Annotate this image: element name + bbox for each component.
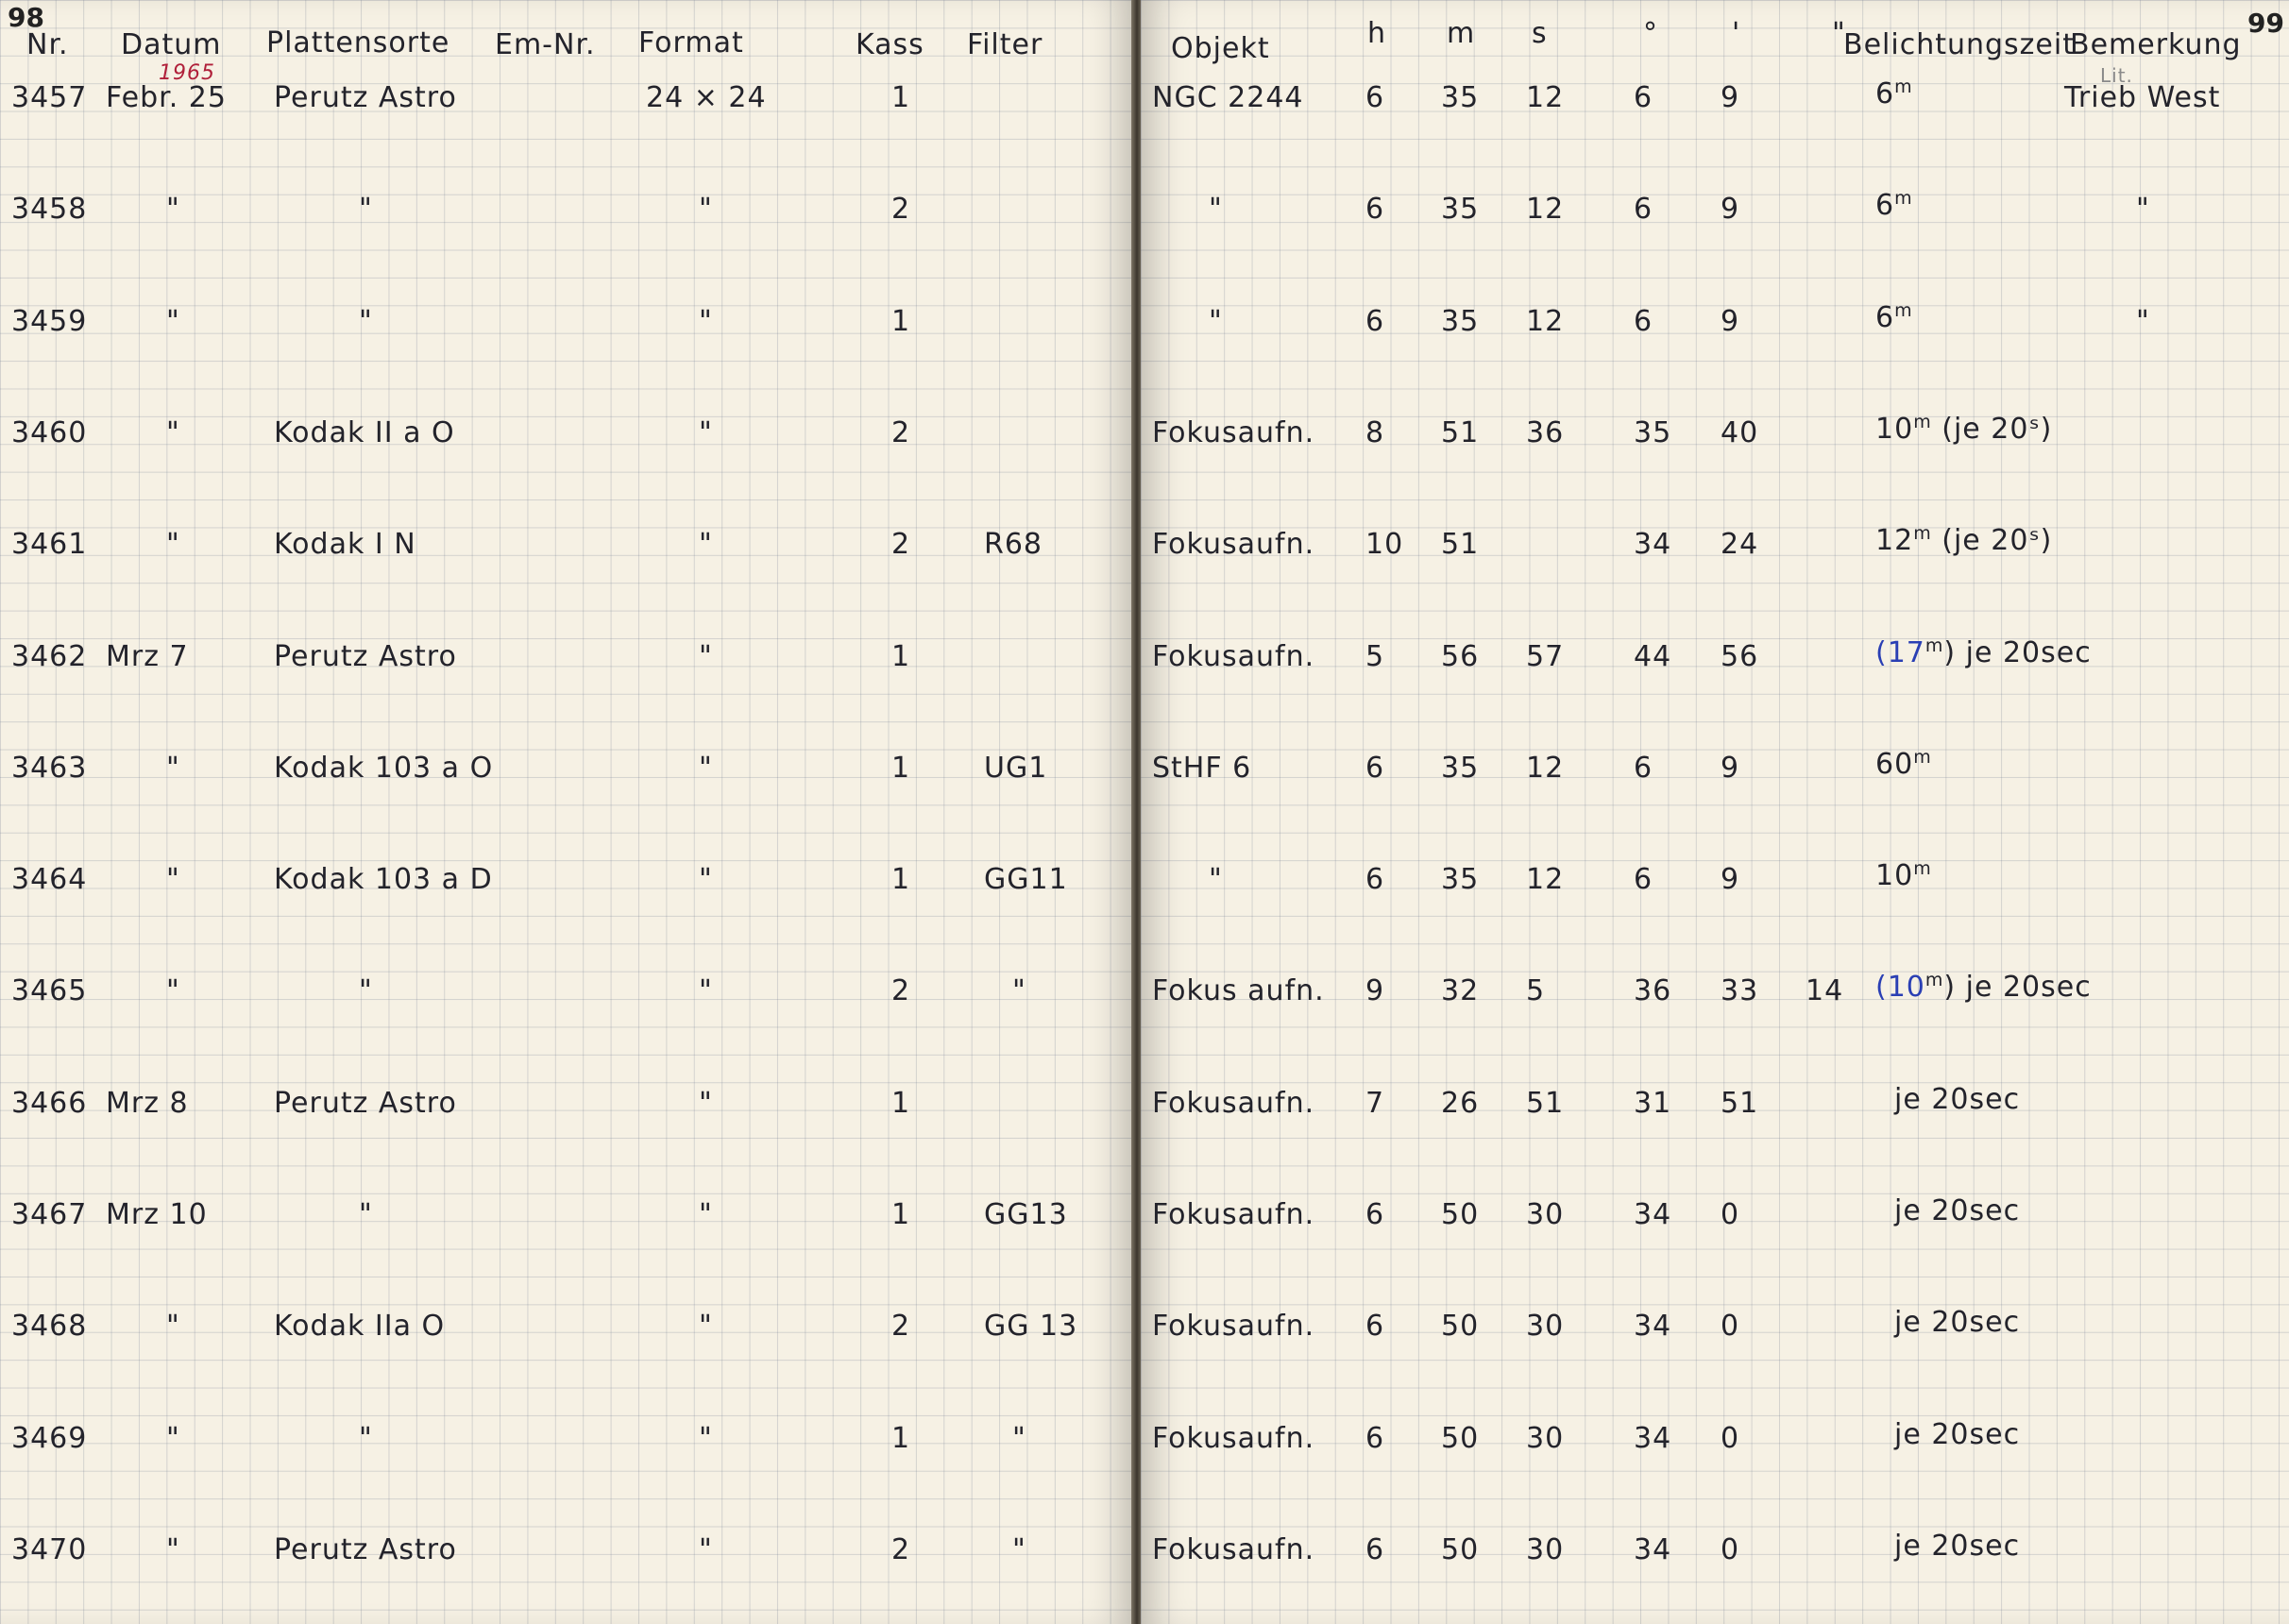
row-kass: 1 — [891, 639, 911, 673]
header-s: s — [1532, 17, 1548, 50]
exposure-value: (17 — [1875, 635, 1925, 669]
row-objekt: Fokusaufn. — [1152, 1086, 1315, 1120]
exposure-unit: m — [1924, 634, 1944, 656]
exposure-value: 6 — [1875, 77, 1895, 110]
row-nr: 3470 — [11, 1532, 88, 1566]
exposure-note: (je 20ˢ) — [1931, 524, 2053, 558]
row-kass: 2 — [891, 193, 911, 227]
row-filter: " — [1012, 1532, 1026, 1566]
row-degree: 31 — [1634, 1086, 1672, 1120]
row-s: 51 — [1526, 1086, 1565, 1120]
row-kass: 1 — [891, 81, 911, 114]
header-bemerkung-note: Lit. — [2100, 64, 2133, 87]
header-nr: Nr. — [26, 28, 69, 61]
row-format: " — [699, 1086, 713, 1120]
row-datum: " — [166, 1532, 180, 1566]
exposure-unit: m — [1894, 188, 1913, 210]
exposure-unit: m — [1894, 299, 1913, 321]
row-arcsec: 14 — [1806, 974, 1844, 1008]
exposure-note: ) je 20sec — [1943, 971, 2092, 1005]
exposure-note: (je 20ˢ) — [1931, 412, 2053, 446]
row-m: 35 — [1441, 751, 1480, 785]
row-s: 12 — [1526, 81, 1565, 114]
row-arcmin: 9 — [1721, 193, 1740, 227]
row-kass: 1 — [891, 863, 911, 897]
row-filter: UG1 — [984, 751, 1048, 785]
header-h: h — [1367, 17, 1387, 50]
row-degree: 34 — [1634, 1532, 1672, 1566]
row-format: " — [699, 415, 713, 449]
row-datum: " — [166, 1421, 180, 1455]
row-degree: 36 — [1634, 974, 1672, 1008]
row-remark: Trieb West — [2064, 81, 2221, 114]
row-plate: Perutz Astro — [274, 1086, 457, 1120]
row-kass: 1 — [891, 304, 911, 338]
row-h: 6 — [1365, 863, 1385, 897]
row-objekt: Fokusaufn. — [1152, 1532, 1315, 1566]
row-format: " — [699, 528, 713, 562]
row-exposure-time — [1875, 859, 1932, 893]
row-arcmin: 24 — [1721, 528, 1759, 562]
row-m: 51 — [1441, 528, 1480, 562]
row-plate: " — [359, 304, 373, 338]
row-exposure-time — [1875, 77, 1913, 111]
row-nr: 3464 — [11, 863, 88, 897]
exposure-unit: m — [1924, 970, 1944, 991]
row-filter: GG 13 — [984, 1310, 1078, 1344]
row-plate: Kodak II a O — [274, 415, 455, 449]
row-h: 7 — [1365, 1086, 1385, 1120]
row-objekt: Fokusaufn. — [1152, 1310, 1315, 1344]
header-arcmin: ' — [1732, 17, 1741, 50]
row-objekt: StHF 6 — [1152, 751, 1252, 785]
row-nr: 3467 — [11, 1198, 88, 1231]
row-arcmin: 9 — [1721, 304, 1740, 338]
row-s: 30 — [1526, 1310, 1565, 1344]
exposure-value: je 20sec — [1894, 1529, 2021, 1563]
exposure-value: 6 — [1875, 189, 1895, 223]
row-kass: 1 — [891, 1198, 911, 1231]
row-h: 6 — [1365, 1421, 1385, 1455]
exposure-value: je 20sec — [1894, 1082, 2021, 1116]
row-exposure-time — [1894, 1083, 2020, 1117]
row-exposure-time — [1875, 748, 1932, 782]
row-plate: " — [359, 974, 373, 1008]
exposure-value: je 20sec — [1894, 1306, 2021, 1340]
row-m: 26 — [1441, 1086, 1480, 1120]
row-degree: 6 — [1634, 863, 1653, 897]
row-objekt: " — [1209, 193, 1223, 227]
row-degree: 34 — [1634, 1198, 1672, 1231]
row-format: " — [699, 1198, 713, 1231]
row-filter: R68 — [984, 528, 1043, 562]
row-format: " — [699, 304, 713, 338]
row-format: " — [699, 863, 713, 897]
row-objekt: Fokusaufn. — [1152, 1421, 1315, 1455]
row-degree: 44 — [1634, 639, 1672, 673]
row-kass: 1 — [891, 1086, 911, 1120]
row-kass: 1 — [891, 1421, 911, 1455]
row-m: 35 — [1441, 81, 1480, 114]
row-arcmin: 9 — [1721, 863, 1740, 897]
exposure-value: 10 — [1875, 859, 1914, 893]
row-m: 51 — [1441, 415, 1480, 449]
row-nr: 3461 — [11, 528, 88, 562]
exposure-unit: m — [1913, 746, 1932, 768]
row-nr: 3468 — [11, 1310, 88, 1344]
row-nr: 3457 — [11, 81, 88, 114]
row-format: " — [699, 1310, 713, 1344]
row-degree: 6 — [1634, 81, 1653, 114]
row-plate: Kodak IIa O — [274, 1310, 446, 1344]
row-filter: " — [1012, 1421, 1026, 1455]
exposure-value: je 20sec — [1894, 1417, 2021, 1451]
row-format: " — [699, 751, 713, 785]
row-h: 10 — [1365, 528, 1404, 562]
row-m: 35 — [1441, 193, 1480, 227]
row-nr: 3463 — [11, 751, 88, 785]
row-s: 30 — [1526, 1421, 1565, 1455]
row-filter: GG11 — [984, 863, 1068, 897]
header-arcsec: " — [1832, 17, 1846, 50]
row-m: 50 — [1441, 1532, 1480, 1566]
row-nr: 3465 — [11, 974, 88, 1008]
row-kass: 2 — [891, 528, 911, 562]
row-exposure-time — [1894, 1530, 2020, 1564]
header-belichtungszeit: Belichtungszeit — [1843, 28, 2075, 61]
row-exposure-time — [1875, 413, 2052, 447]
header-bemerkung: Bemerkung — [2070, 28, 2242, 61]
exposure-value: (10 — [1875, 971, 1925, 1005]
row-datum: Mrz 10 — [106, 1198, 208, 1231]
row-m: 50 — [1441, 1198, 1480, 1231]
row-arcmin: 40 — [1721, 415, 1759, 449]
row-datum: " — [166, 528, 180, 562]
row-exposure-time — [1875, 971, 2092, 1005]
row-plate: Perutz Astro — [274, 639, 457, 673]
row-datum: Febr. 25 — [106, 81, 227, 114]
row-plate: Perutz Astro — [274, 1532, 457, 1566]
row-h: 6 — [1365, 751, 1385, 785]
row-plate: Perutz Astro — [274, 81, 457, 114]
row-nr: 3460 — [11, 415, 88, 449]
row-remark: " — [2136, 304, 2150, 338]
exposure-value: 6 — [1875, 300, 1895, 334]
row-datum: " — [166, 974, 180, 1008]
row-h: 6 — [1365, 193, 1385, 227]
row-plate: Kodak 103 a D — [274, 863, 493, 897]
row-s: 12 — [1526, 304, 1565, 338]
row-plate: " — [359, 1198, 373, 1231]
row-degree: 6 — [1634, 751, 1653, 785]
row-m: 35 — [1441, 304, 1480, 338]
exposure-unit: m — [1913, 411, 1932, 432]
row-nr: 3466 — [11, 1086, 88, 1120]
row-format: " — [699, 1421, 713, 1455]
exposure-note: ) je 20sec — [1943, 635, 2092, 669]
row-degree: 6 — [1634, 304, 1653, 338]
row-s: 12 — [1526, 193, 1565, 227]
row-kass: 2 — [891, 1310, 911, 1344]
exposure-unit: m — [1894, 76, 1913, 97]
row-remark: " — [2136, 193, 2150, 227]
row-objekt: NGC 2244 — [1152, 81, 1304, 114]
row-s: 12 — [1526, 863, 1565, 897]
row-kass: 2 — [891, 1532, 911, 1566]
row-objekt: Fokusaufn. — [1152, 528, 1315, 562]
row-m: 50 — [1441, 1421, 1480, 1455]
row-h: 6 — [1365, 1310, 1385, 1344]
row-format: " — [699, 1532, 713, 1566]
header-degree: ° — [1643, 17, 1658, 50]
row-kass: 2 — [891, 415, 911, 449]
row-s: 57 — [1526, 639, 1565, 673]
row-exposure-time — [1875, 524, 2052, 558]
exposure-value: 12 — [1875, 524, 1914, 558]
exposure-value: 60 — [1875, 747, 1914, 781]
header-kass: Kass — [856, 28, 924, 61]
row-plate: " — [359, 193, 373, 227]
row-arcmin: 0 — [1721, 1310, 1740, 1344]
row-datum: " — [166, 1310, 180, 1344]
page-number-right: 99 — [2247, 8, 2284, 39]
row-h: 6 — [1365, 1532, 1385, 1566]
row-datum: Mrz 7 — [106, 639, 189, 673]
row-h: 8 — [1365, 415, 1385, 449]
row-datum: " — [166, 193, 180, 227]
row-h: 5 — [1365, 639, 1385, 673]
header-em-nr: Em-Nr. — [495, 28, 596, 61]
row-arcmin: 0 — [1721, 1421, 1740, 1455]
header-m: m — [1447, 17, 1476, 50]
right-page — [1141, 0, 2289, 1624]
exposure-value: 10 — [1875, 412, 1914, 446]
row-h: 6 — [1365, 304, 1385, 338]
row-filter: GG13 — [984, 1198, 1068, 1231]
row-m: 56 — [1441, 639, 1480, 673]
row-format: " — [699, 974, 713, 1008]
header-format: Format — [638, 26, 744, 59]
row-plate: Kodak 103 a O — [274, 751, 494, 785]
row-arcmin: 0 — [1721, 1198, 1740, 1231]
row-degree: 34 — [1634, 1310, 1672, 1344]
header-year: 1965 — [159, 61, 215, 85]
row-nr: 3459 — [11, 304, 88, 338]
row-h: 9 — [1365, 974, 1385, 1008]
row-nr: 3462 — [11, 639, 88, 673]
exposure-unit: m — [1913, 858, 1932, 880]
exposure-unit: m — [1913, 523, 1932, 545]
header-objekt: Objekt — [1171, 32, 1270, 65]
row-exposure-time — [1894, 1306, 2020, 1340]
row-degree: 34 — [1634, 528, 1672, 562]
left-page — [0, 0, 1133, 1624]
row-nr: 3469 — [11, 1421, 88, 1455]
row-h: 6 — [1365, 81, 1385, 114]
row-filter: " — [1012, 974, 1026, 1008]
row-exposure-time — [1894, 1194, 2020, 1228]
row-objekt: " — [1209, 304, 1223, 338]
row-arcmin: 9 — [1721, 81, 1740, 114]
row-m: 50 — [1441, 1310, 1480, 1344]
row-arcmin: 56 — [1721, 639, 1759, 673]
row-exposure-time — [1875, 301, 1913, 335]
row-s: 30 — [1526, 1198, 1565, 1231]
header-datum: Datum — [121, 28, 222, 61]
row-format: 24 × 24 — [646, 81, 767, 114]
row-plate: Kodak I N — [274, 528, 416, 562]
row-degree: 6 — [1634, 193, 1653, 227]
row-s: 12 — [1526, 751, 1565, 785]
row-m: 35 — [1441, 863, 1480, 897]
row-nr: 3458 — [11, 193, 88, 227]
row-exposure-time — [1875, 189, 1913, 223]
row-s: 30 — [1526, 1532, 1565, 1566]
row-exposure-time — [1875, 636, 2092, 670]
row-datum: " — [166, 863, 180, 897]
row-exposure-time — [1894, 1418, 2020, 1452]
row-objekt: " — [1209, 863, 1223, 897]
row-datum: " — [166, 751, 180, 785]
row-objekt: Fokusaufn. — [1152, 639, 1315, 673]
exposure-value: je 20sec — [1894, 1194, 2021, 1227]
row-kass: 2 — [891, 974, 911, 1008]
row-objekt: Fokus aufn. — [1152, 974, 1325, 1008]
row-s: 5 — [1526, 974, 1546, 1008]
row-kass: 1 — [891, 751, 911, 785]
header-filter: Filter — [967, 28, 1043, 61]
page-number-left: 98 — [8, 2, 44, 33]
row-objekt: Fokusaufn. — [1152, 1198, 1315, 1231]
header-plattensorte: Plattensorte — [266, 26, 450, 59]
row-s: 36 — [1526, 415, 1565, 449]
row-datum: " — [166, 304, 180, 338]
row-degree: 35 — [1634, 415, 1672, 449]
row-arcmin: 33 — [1721, 974, 1759, 1008]
row-m: 32 — [1441, 974, 1480, 1008]
row-arcmin: 9 — [1721, 751, 1740, 785]
row-arcmin: 51 — [1721, 1086, 1759, 1120]
row-degree: 34 — [1634, 1421, 1672, 1455]
row-datum: Mrz 8 — [106, 1086, 189, 1120]
row-h: 6 — [1365, 1198, 1385, 1231]
row-format: " — [699, 193, 713, 227]
row-arcmin: 0 — [1721, 1532, 1740, 1566]
row-objekt: Fokusaufn. — [1152, 415, 1315, 449]
row-plate: " — [359, 1421, 373, 1455]
row-format: " — [699, 639, 713, 673]
row-datum: " — [166, 415, 180, 449]
